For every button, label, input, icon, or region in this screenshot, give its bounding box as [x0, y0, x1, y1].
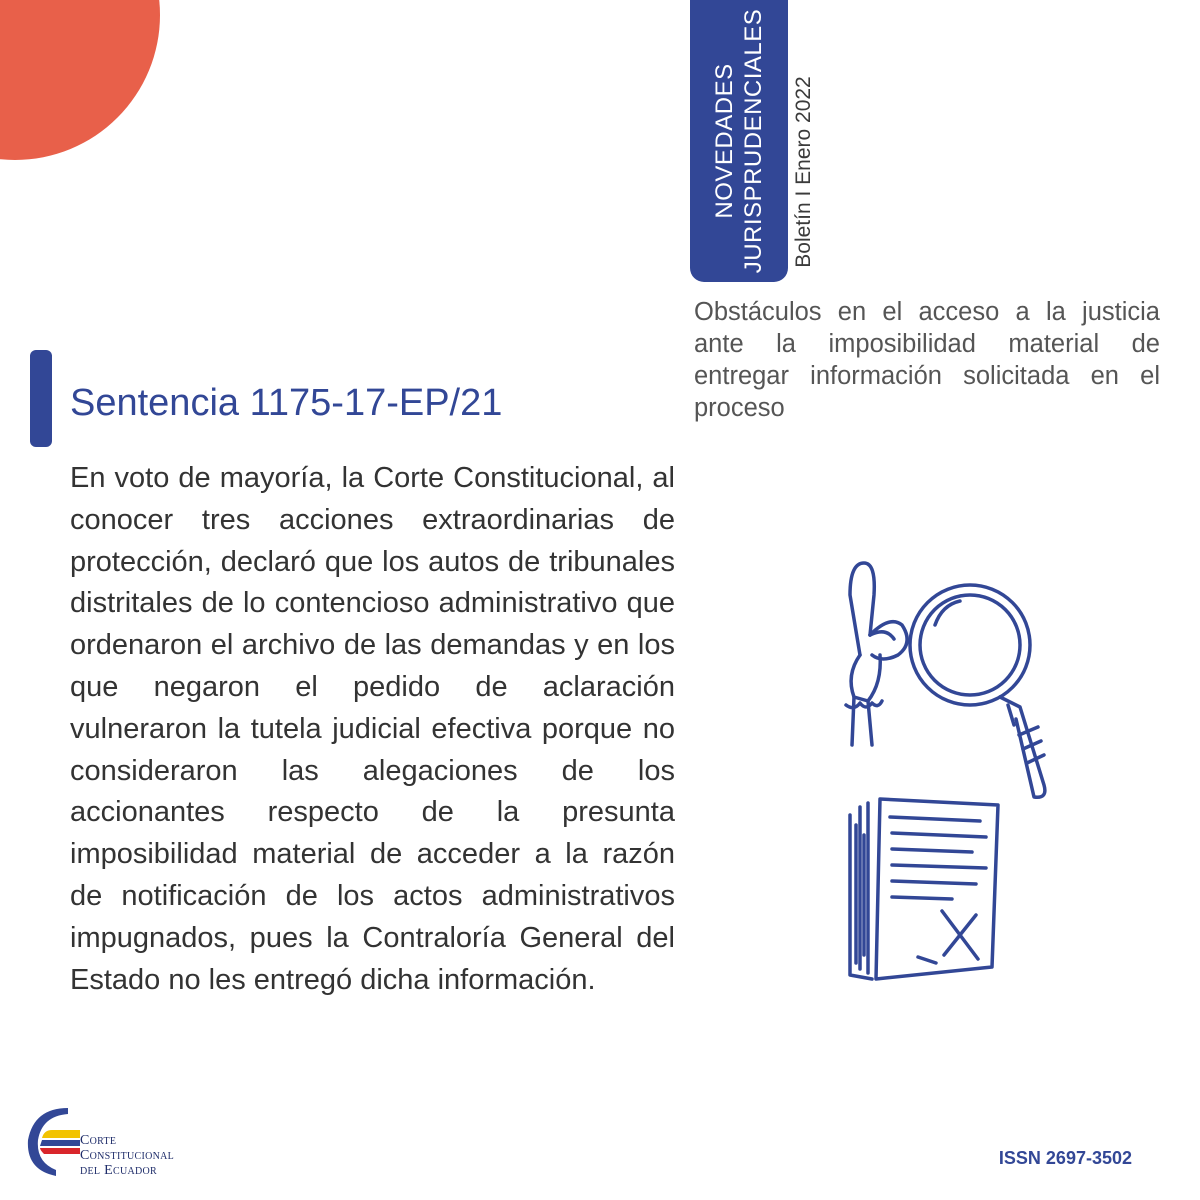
body-paragraph: En voto de mayoría, la Corte Constitucional, al conocer tres acciones extraordinarias de protección, declaró que los autos de tribunales distritales de lo contencioso administrativo que ordenaron el archivo de las demandas y en los que negaron el pedido de aclaración vulneraron la tutela judicial efectiva porque no consideraron las alegaciones de los accionantes respecto de la presunta imposibilidad material de acceder a la razón de notificación de los actos administrativos impugnados, pues la Contraloría General del Estado no les entregó dicha información.: [70, 462, 675, 996]
illustration: [820, 555, 1060, 995]
logo-line-1: Corte: [80, 1133, 117, 1148]
tab-line-1: NOVEDADES: [711, 63, 738, 219]
tab-line-2: JURISPRUDENCIALES: [740, 8, 767, 274]
magnifying-glass-icon: [910, 585, 1045, 797]
bulletin-date: Boletín I Enero 2022: [792, 76, 815, 268]
logo-line-2: Constitucional: [80, 1148, 175, 1163]
page-title: Sentencia 1175-17-EP/21: [70, 382, 503, 424]
court-logo-text: [80, 1133, 174, 1178]
corner-decoration: [0, 0, 160, 160]
subtitle: Obstáculos en el acceso a la justicia ante la imposibilidad material de entregar información solicitada en el proceso: [694, 298, 1160, 422]
heading-accent-bar: [30, 350, 52, 447]
header-tab-title: [710, 9, 768, 274]
issn-number: ISSN 2697-3502: [998, 1148, 1132, 1168]
logo-line-3: del Ecuador: [80, 1163, 158, 1178]
documents-icon: [850, 799, 998, 979]
raised-hand-icon: [846, 563, 907, 745]
court-logo-icon: [20, 1100, 80, 1180]
